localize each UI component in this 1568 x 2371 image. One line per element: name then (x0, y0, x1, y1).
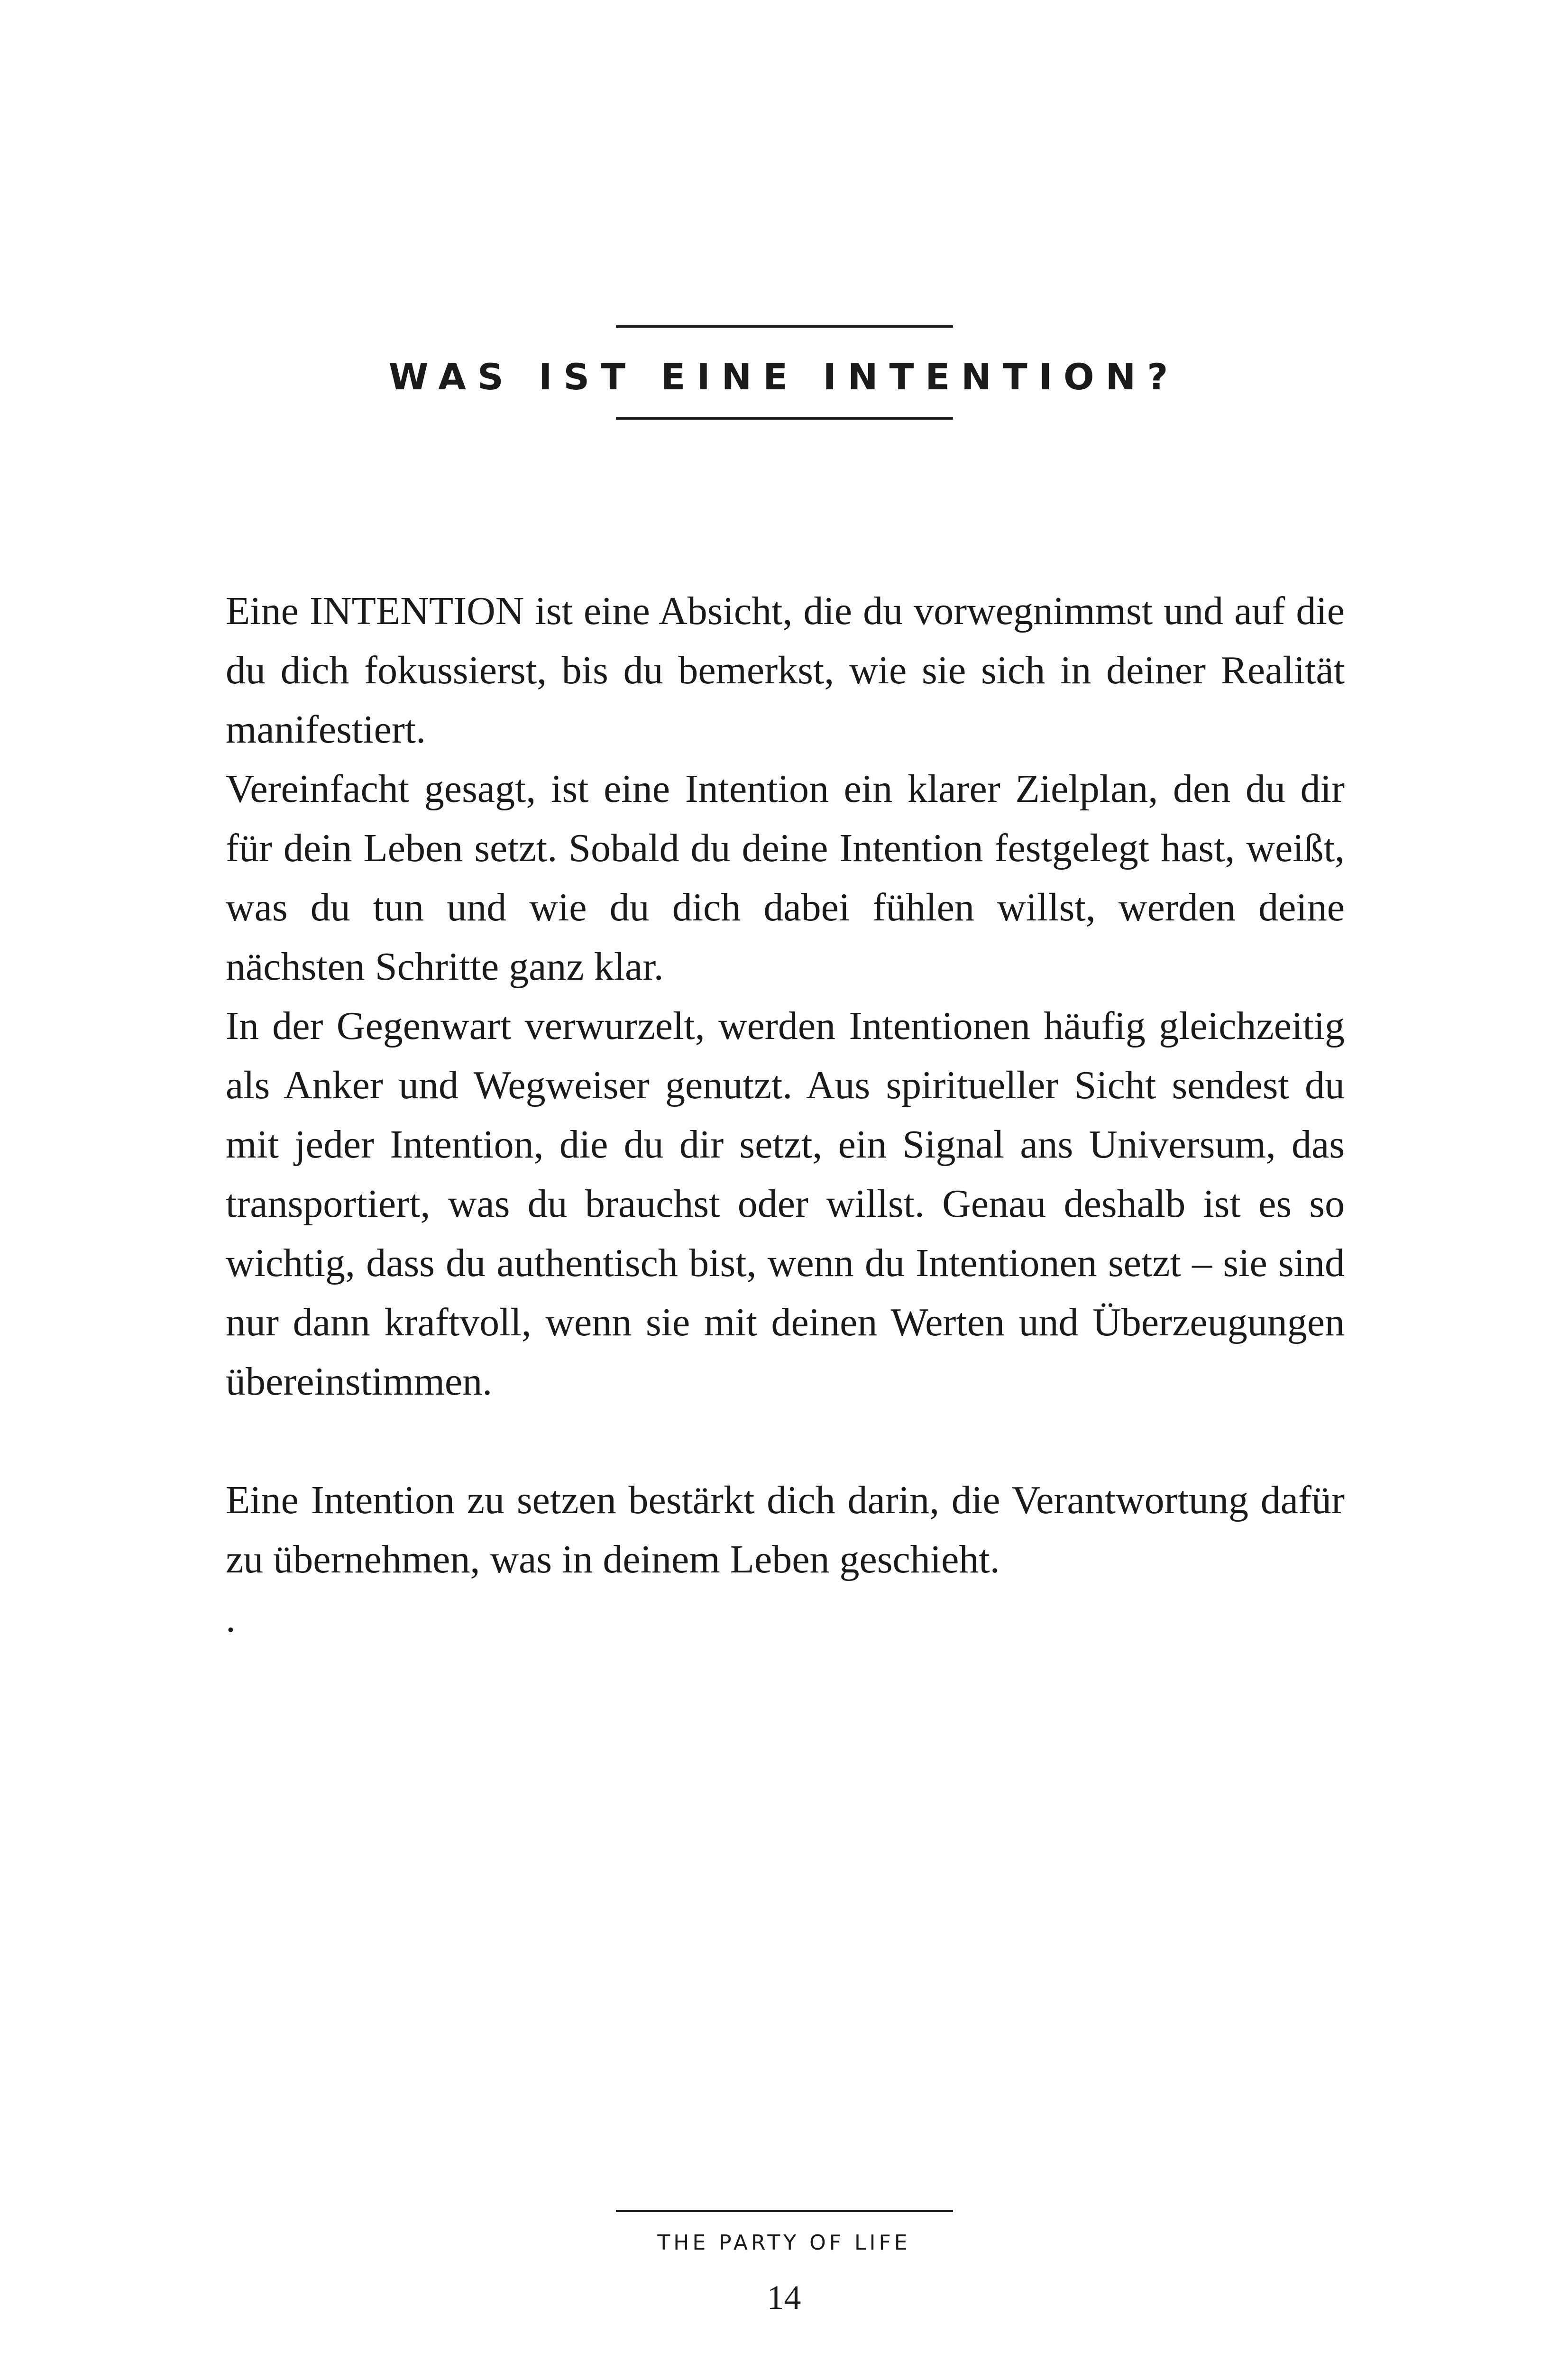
title-rule-bottom (616, 417, 953, 420)
paragraph-4: Eine Intention zu setzen bestärkt dich darin, die Verantwortung dafür zu übernehmen, was in deinem Leben geschieht. (226, 1478, 1345, 1581)
page-number: 14 (767, 2279, 801, 2316)
title-rule-top (616, 325, 953, 328)
footer-rule (616, 2210, 953, 2212)
paragraph-2: Vereinfacht gesagt, ist eine Intention ein klarer Zielplan, den du dir für dein Leben setzt. Sobald du deine Intention festgelegt hast, weißt, was du tun und wie du dich dabei fühlen willst, werden deine nächsten Schritte ganz klar. (226, 767, 1345, 989)
chapter-title: WAS IST EINE INTENTION? (388, 356, 1180, 398)
trailing-dot: . (226, 1597, 236, 1641)
paragraph-3: In der Gegenwart verwurzelt, werden Intentionen häufig gleichzeitig als Anker und Wegweiser genutzt. Aus spiritueller Sicht sendest du mit jeder Intention, die du dir setzt, ein Signal ans Universum, das transportiert, was du brauchst oder willst. Genau deshalb ist es so wichtig, dass du authentisch bist, wenn du Intentionen setzt – sie sind nur dann kraftvoll, wenn sie mit deinen Werten und Überzeugungen übereinstimmen. (226, 1004, 1345, 1404)
body-text (226, 581, 1345, 1648)
paragraph-1: Eine INTENTION ist eine Absicht, die du vorwegnimmst und auf die du dich fokussierst, bis du bemerkst, wie sie sich in deiner Realität manifestiert. (226, 589, 1345, 752)
running-title: THE PARTY OF LIFE (657, 2231, 911, 2255)
